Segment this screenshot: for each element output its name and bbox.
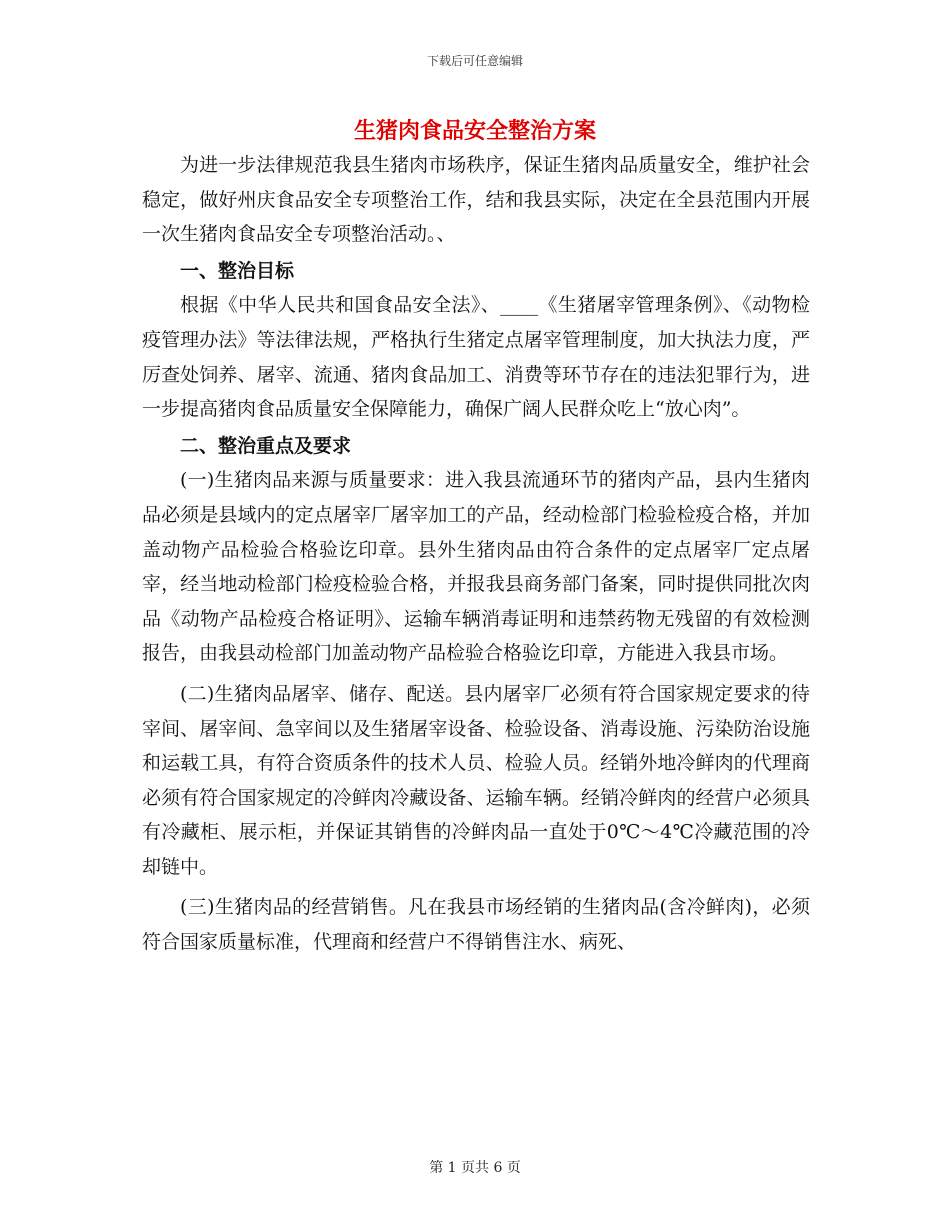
page-number-footer: 第 1 页共 6 页 [429, 1160, 521, 1176]
page-header-note: 下载后可任意编辑 [426, 54, 523, 68]
section-heading-requirements: 二、整治重点及要求 [180, 434, 352, 457]
intro-paragraph: 为进一步法律规范我县生猪肉市场秩序，保证生猪肉品质量安全，维护社会稳定，做好州庆食品安全专项整治工作，结和我县实际，决定在全县范围内开展一次生猪肉食品安全专项整治活动。、 [142, 154, 810, 246]
document-body [142, 148, 810, 960]
requirement-item-3: (三)生猪肉品的经营销售。凡在我县市场经销的生猪肉品(含冷鲜肉)，必须符合国家质量标准，代理商和经营户不得销售注水、病死、 [142, 896, 810, 954]
section-goals-paragraph: 根据《中华人民共和国食品安全法》、____《生猪屠宰管理条例》、《动物检疫管理办法》等法律法规，严格执行生猪定点屠宰管理制度，加大执法力度，严厉查处饲养、屠宰、流通、猪肉食品加工、消费等环节存在的违法犯罪行为，进一步提高猪肉食品质量安全保障能力，确保广阔人民群众吃上“放心肉”。 [142, 294, 810, 421]
document-title: 生猪肉食品安全整治方案 [353, 118, 596, 144]
section-heading-goals: 一、整治目标 [180, 259, 295, 282]
requirement-item-1: (一)生猪肉品来源与质量要求：进入我县流通环节的猪肉产品，县内生猪肉品必须是县域内的定点屠宰厂屠宰加工的产品，经动检部门检验检疫合格，并加盖动物产品检验合格验讫印章。县外生猪肉品由符合条件的定点屠宰厂定点屠宰，经当地动检部门检疫检验合格，并报我县商务部门备案，同时提供同批次肉品《动物产品检疫合格证明》、运输车辆消毒证明和违禁药物无残留的有效检测报告，由我县动检部门加盖动物产品检验合格验讫印章，方能进入我县市场。 [142, 469, 810, 665]
requirement-item-2: (二)生猪肉品屠宰、储存、配送。县内屠宰厂必须有符合国家规定要求的待宰间、屠宰间、急宰间以及生猪屠宰设备、检验设备、消毒设施、污染防治设施和运载工具，有符合资质条件的技术人员、检验人员。经销外地冷鲜肉的代理商必须有符合国家规定的冷鲜肉冷藏设备、运输车辆。经销冷鲜肉的经营户必须具有冷藏柜、展示柜，并保证其销售的冷鲜肉品一直处于0℃～4℃冷藏范围的冷却链中。 [142, 682, 810, 878]
